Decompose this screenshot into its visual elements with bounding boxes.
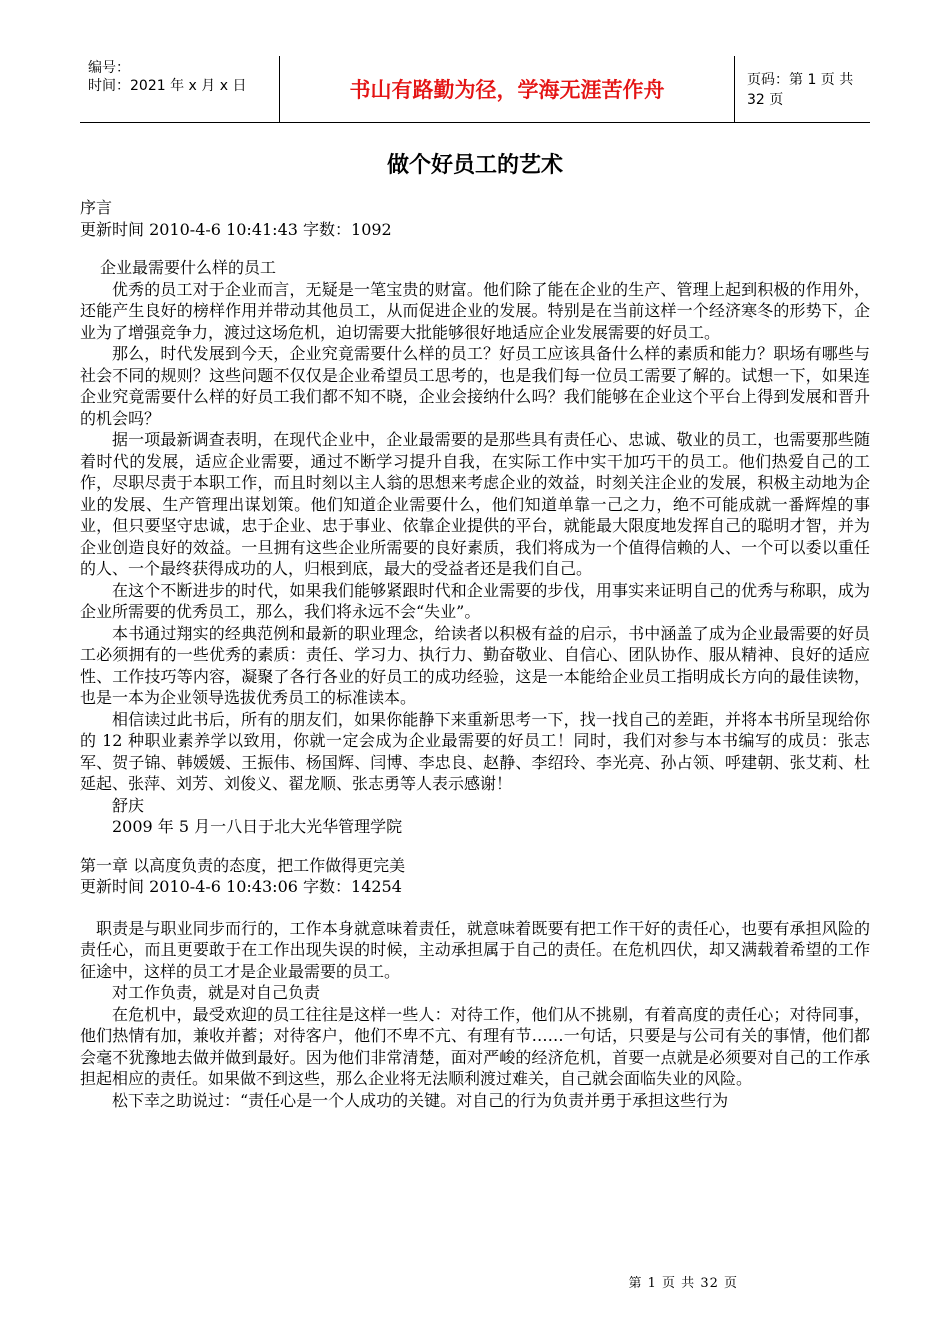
paragraph: 优秀的员工对于企业而言，无疑是一笔宝贵的财富。他们除了能在企业的生产、管理上起到积极的作用外，还能产生良好的榜样作用并带动其他员工，从而促进企业的发展。特别是在当前这样一个经济寒冬的形势下，企业为了增强竞争力，渡过这场危机，迫切需要大批能够很好地适应企业发展需要的好员工。 xyxy=(80,279,870,342)
header-page-info: 页码：第 1 页 共 32 页 xyxy=(747,72,854,108)
preface-heading: 序言 xyxy=(80,198,113,217)
paragraph: 相信读过此书后，所有的朋友们，如果你能静下来重新思考一下，找一找自己的差距，并将本书所呈现给你的 12 种职业素养学以致用，你就一定会成为企业最需要的好员工！同时，我们对参与本书编写的成员：张志军、贺子锦、韩媛媛、王振伟、杨国辉、闫博、李忠良、赵静、李绍玲、李光亮、孙占领、呼建朝、张艾莉、杜延起、张萍、刘芳、刘俊义、翟龙顺、张志勇等人表示感谢！ xyxy=(80,709,870,793)
paragraph: 据一项最新调查表明，在现代企业中，企业最需要的是那些具有责任心、忠诚、敬业的员工，也需要那些随着时代的发展，适应企业需要，通过不断学习提升自我，在实际工作中实干加巧干的员工。他们热爱自己的工作，尽职尽责于本职工作，而且时刻以主人翁的思想来考虑企业的效益，时刻关注企业的发展，积极主动地为企业的发展、生产管理出谋划策。他们知道企业需要什么，他们知道单靠一己之力，绝不可能成就一番辉煌的事业，但只要坚守忠诚，忠于企业、忠于事业、依靠企业提供的平台，就能最大限度地发挥自己的聪明才智，并为企业创造良好的效益。一旦拥有这些企业所需要的良好素质，我们将成为一个值得信赖的人、一个可以委以重任的人、一个最终获得成功的人，归根到底，最大的受益者还是我们自己。 xyxy=(80,430,870,578)
header-motto: 书山有路勤为径，学海无涯苦作舟 xyxy=(280,56,735,122)
preface-update-info: 更新时间 2010-4-6 10:41:43 字数：1092 xyxy=(80,219,392,239)
paragraph: 本书通过翔实的经典范例和最新的职业理念，给读者以积极有益的启示，书中涵盖了成为企业最需要的好员工必须拥有的一些优秀的素质：责任、学习力、执行力、勤奋敬业、自信心、团队协作、服从精神、良好的适应性、工作技巧等内容，凝聚了各行各业的好员工的成功经验，这是一本能给企业员工指明成长方向的最佳读物，也是一本为企业领导选拔优秀员工的标准读本。 xyxy=(80,623,870,707)
paragraph: 那么，时代发展到今天，企业究竟需要什么样的员工？好员工应该具备什么样的素质和能力？职场有哪些与社会不同的规则？这些问题不仅仅是企业希望员工思考的，也是我们每一位员工需要了解的。试想一下，如果连企业究竟需要什么样的好员工我们都不知不晓，企业会接纳什么吗？我们能够在企业这个平台上得到发展和晋升的机会吗？ xyxy=(80,344,870,428)
document-body xyxy=(80,197,870,1111)
section-title: 对工作负责，就是对自己负责 xyxy=(112,983,321,1002)
paragraph: 松下幸之助说过：“责任心是一个人成功的关键。对自己的行为负责并勇于承担这些行为 xyxy=(112,1090,729,1110)
chapter-update-info: 更新时间 2010-4-6 10:43:06 字数：14254 xyxy=(80,877,402,896)
header-meta xyxy=(80,56,280,122)
preface-subtitle: 企业最需要什么样的员工 xyxy=(100,258,277,277)
chapter-intro: 职责是与职业同步而行的，工作本身就意味着责任，就意味着既要有把工作干好的责任心，也要有承担风险的责任心，而且更要敢于在工作出现失误的时候，主动承担属于自己的责任。在危机四伏，却又满载着希望的工作征途中，这样的员工才是企业最需要的员工。 xyxy=(80,918,870,981)
document-title: 做个好员工的艺术 xyxy=(386,153,563,178)
date-line: 2009 年 5 月一八日于北大光华管理学院 xyxy=(112,817,403,836)
paragraph: 在这个不断进步的时代，如果我们能够紧跟时代和企业需要的步伐，用事实来证明自己的优秀与称职，成为企业所需要的优秀员工，那么，我们将永远不会“失业”。 xyxy=(80,580,870,621)
header-table xyxy=(80,56,870,123)
time-label: 时间：2021 年 x 月 x 日 xyxy=(88,78,247,94)
signature: 舒庆 xyxy=(112,795,145,815)
chapter-heading: 第一章 以高度负责的态度，把工作做得更完美 xyxy=(80,855,406,875)
page-footer: 第 1 页 共 32 页 xyxy=(628,1276,738,1291)
number-label: 编号： xyxy=(88,60,130,76)
paragraph: 在危机中，最受欢迎的员工往往是这样一些人：对待工作，他们从不挑剔，有着高度的责任心；对待同事，他们热情有加，兼收并蓄；对待客户，他们不卑不亢、有理有节……一句话，只要是与公司有关的事情，他们都会毫不犹豫地去做并做到最好。因为他们非常清楚，面对严峻的经济危机，首要一点就是必须要对自己的工作承担起相应的责任。如果做不到这些，那么企业将无法顺利渡过难关，自己就会面临失业的风险。 xyxy=(80,1004,870,1088)
